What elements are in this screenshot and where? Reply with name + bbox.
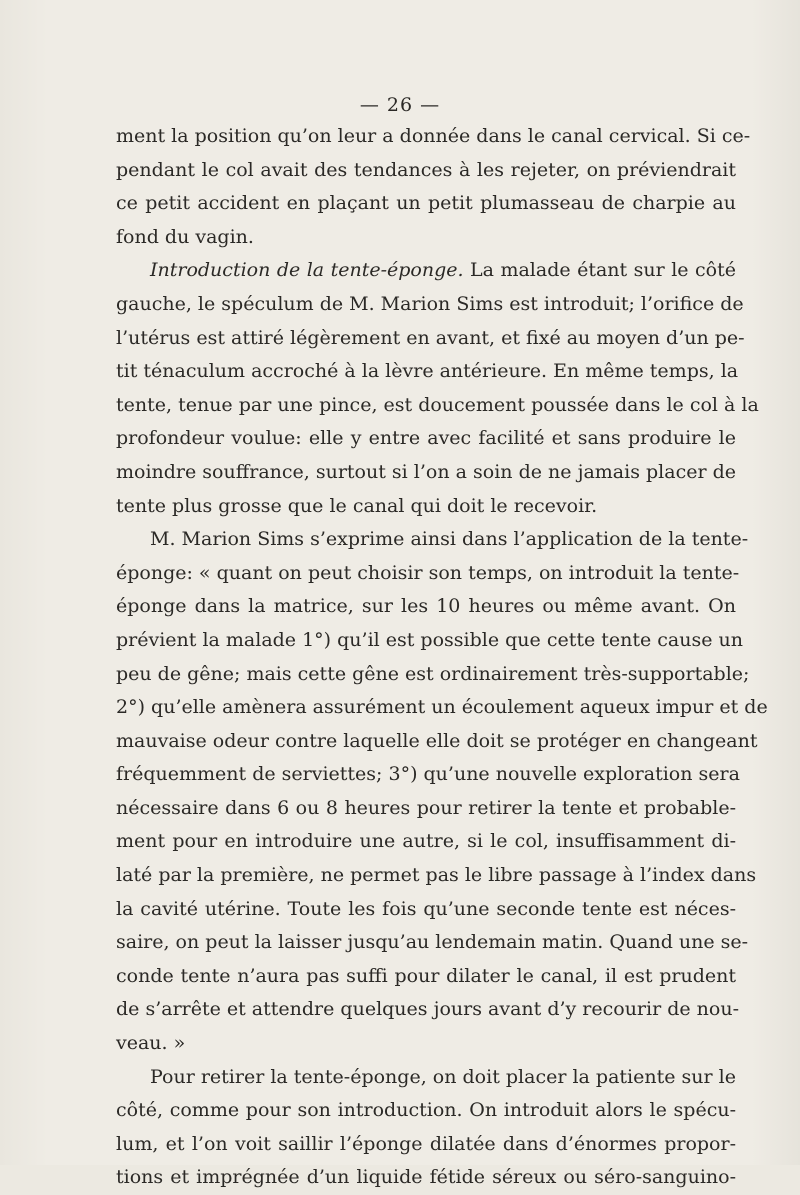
text-line — [116, 1061, 736, 1095]
text-line — [116, 758, 740, 792]
text-line — [116, 590, 736, 624]
text-line — [116, 254, 736, 288]
text-line — [116, 926, 749, 960]
text-line — [116, 624, 744, 658]
line-text: l’utérus est attiré légèrement en avant, et fixé au moyen d’un pe- — [116, 326, 745, 349]
text-line — [116, 725, 758, 759]
text-line — [116, 557, 740, 591]
text-line — [116, 389, 759, 423]
text-line — [116, 658, 750, 692]
line-text: ce petit accident en plaçant un petit plumasseau de charpie au — [116, 192, 736, 215]
text-line — [116, 456, 736, 490]
line-text: de s’arrête et attendre quelques jours avant d’y recourir de nou- — [116, 998, 739, 1021]
text-line — [116, 859, 757, 893]
line-text: peu de gêne; mais cette gêne est ordinairement très-supportable; — [116, 662, 750, 685]
line-text: laté par la première, ne permet pas le libre passage à l’index dans — [116, 864, 757, 887]
line-text: nécessaire dans 6 ou 8 heures pour retirer la tente et probable- — [116, 796, 736, 819]
text-line — [116, 288, 744, 322]
line-text: tit ténaculum accroché à la lèvre antérieure. En même temps, la — [116, 360, 739, 383]
text-line — [116, 322, 745, 356]
text-line — [116, 893, 736, 927]
text-line — [116, 490, 736, 524]
line-text: tente plus grosse que le canal qui doit le recevoir. — [116, 494, 598, 517]
text-line — [116, 1027, 736, 1061]
line-text: ment pour en introduire une autre, si le col, insuffisamment di- — [116, 830, 736, 853]
text-line — [116, 1128, 736, 1162]
line-text: fréquemment de serviettes; 3°) qu’une nouvelle exploration sera — [116, 763, 740, 786]
line-text: veau. » — [116, 1032, 186, 1055]
line-text: prévient la malade 1°) qu’il est possible que cette tente cause un — [116, 628, 744, 651]
line-text: moindre souffrance, surtout si l’on a soin de ne jamais placer de — [116, 460, 736, 483]
text-line — [116, 355, 739, 389]
line-text: côté, comme pour son introduction. On introduit alors le spécu- — [116, 1099, 736, 1122]
line-text: lum, et l’on voit saillir l’éponge dilatée dans d’énormes propor- — [116, 1132, 736, 1155]
line-text: conde tente n’aura pas suffi pour dilater le canal, il est prudent — [116, 964, 736, 987]
line-text: tions et imprégnée d’un liquide fétide séreux ou séro-sanguino- — [116, 1166, 736, 1189]
text-line — [116, 1094, 736, 1128]
line-text: mauvaise odeur contre laquelle elle doit se protéger en changeant — [116, 729, 758, 752]
line-text: éponge dans la matrice, sur les 10 heures ou même avant. On — [116, 595, 736, 618]
text-line — [116, 154, 736, 188]
text-line — [116, 1161, 736, 1195]
text-line — [116, 523, 749, 557]
line-text: pendant le col avait des tendances à les rejeter, on préviendrait — [116, 158, 736, 181]
page-number: — 26 — — [359, 94, 441, 116]
line-text: 2°) qu’elle amènera assurément un écoulement aqueux impur et de — [116, 696, 768, 719]
line-text: M. Marion Sims s’exprime ainsi dans l’application de la tente- — [150, 528, 749, 551]
line-text: saire, on peut la laisser jusqu’au lendemain matin. Quand une se- — [116, 931, 749, 954]
text-line — [116, 120, 751, 154]
line-text: La malade étant sur le côté — [463, 259, 736, 282]
text-line — [116, 792, 736, 826]
text-line — [116, 691, 768, 725]
line-text: ment la position qu’on leur a donnée dans le canal cervical. Si ce- — [116, 125, 751, 147]
text-line — [116, 221, 736, 255]
line-text: tente, tenue par une pince, est doucement poussée dans le col à la — [116, 393, 759, 416]
text-line — [116, 187, 736, 221]
text-line — [116, 993, 739, 1027]
text-line — [116, 422, 736, 456]
line-text: profondeur voulue: elle y entre avec facilité et sans produire le — [116, 427, 736, 450]
text-line — [116, 960, 736, 994]
line-text: fond du vagin. — [116, 225, 254, 248]
line-text: la cavité utérine. Toute les fois qu’une seconde tente est néces- — [116, 897, 736, 920]
text-line — [116, 825, 736, 859]
section-heading: Introduction de la tente-éponge. — [150, 259, 464, 282]
line-text: éponge: « quant on peut choisir son temps, on introduit la tente- — [116, 561, 740, 584]
line-text: gauche, le spéculum de M. Marion Sims est introduit; l’orifice de — [116, 292, 744, 315]
line-text: Pour retirer la tente-éponge, on doit placer la patiente sur le — [150, 1065, 736, 1088]
body-text — [116, 120, 768, 1195]
